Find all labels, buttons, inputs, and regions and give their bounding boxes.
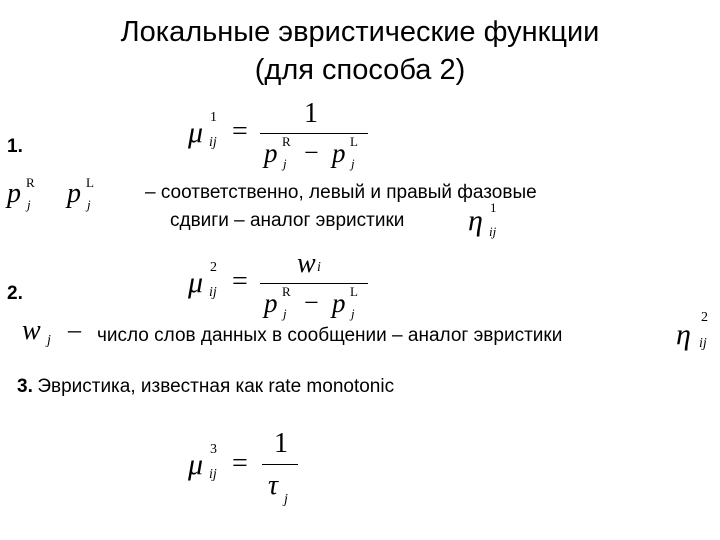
subscript: j [351, 156, 355, 171]
subscript: ij [209, 285, 217, 300]
superscript: 2 [701, 310, 708, 325]
eta-2 [676, 310, 720, 355]
slide-title-line2: (для способа 2) [254, 54, 466, 86]
phase-shift-right: p [264, 288, 278, 318]
formula-mu1 [180, 98, 380, 178]
numerator: w [297, 248, 316, 279]
equals-sign: = [232, 448, 248, 479]
slide-title-line1: Локальные эвристические функции [120, 16, 600, 48]
mu-symbol: μ [188, 266, 204, 299]
subscript: ij [209, 467, 217, 482]
eta-symbol: η [676, 318, 691, 351]
formula-mu3 [180, 428, 320, 518]
formula-mu2 [180, 248, 380, 328]
phase-shift-left: p [67, 178, 81, 209]
numerator: 1 [274, 428, 288, 459]
mu-symbol: μ [188, 116, 204, 149]
subscript: i [317, 260, 321, 275]
superscript: L [350, 134, 358, 149]
phase-shift-left: p [332, 138, 346, 168]
subscript: j [27, 197, 31, 212]
phase-shift-right: p [264, 138, 278, 168]
superscript: L [86, 175, 94, 190]
equals-sign: = [232, 266, 248, 297]
phase-shift-symbols [5, 170, 115, 220]
dash: – [68, 315, 81, 344]
subscript: j [283, 306, 287, 321]
minus-sign: − [304, 288, 319, 317]
w-symbol: w [22, 315, 41, 346]
phase-shift-right: p [7, 178, 21, 209]
subscript: ij [699, 336, 707, 351]
tau-symbol: τ [268, 470, 279, 501]
phase-shift-left: p [332, 288, 346, 318]
superscript: 3 [210, 442, 217, 457]
numerator: 1 [304, 98, 318, 129]
equals-sign: = [232, 116, 248, 147]
item-1-number: 1. [7, 136, 23, 157]
eta-1 [468, 200, 518, 245]
item-1-description-line1: – соответственно, левый и правый фазовые [145, 182, 537, 203]
word-count-symbol [22, 315, 102, 360]
item-2-description: число слов данных в сообщении – аналог эвристики [97, 325, 563, 346]
superscript: R [26, 175, 35, 190]
superscript: L [350, 284, 358, 299]
subscript: j [283, 156, 287, 171]
item-2-number: 2. [7, 283, 23, 304]
item-3-heading-text: Эвристика, известная как rate monotonic [37, 376, 395, 397]
superscript: 1 [210, 110, 217, 125]
item-3-heading [17, 376, 394, 398]
item-3-number: 3. [17, 376, 33, 397]
superscript: 1 [490, 200, 497, 215]
subscript: ij [489, 224, 497, 239]
superscript: R [282, 134, 291, 149]
subscript: j [87, 197, 91, 212]
subscript: j [284, 492, 288, 507]
subscript: j [351, 306, 355, 321]
item-1-description-line2: сдвиги – аналог эвристики [170, 210, 405, 231]
superscript: R [282, 284, 291, 299]
subscript: ij [209, 135, 217, 150]
mu-symbol: μ [188, 448, 204, 481]
fraction-bar [262, 464, 298, 465]
minus-sign: − [304, 138, 319, 167]
subscript: j [47, 333, 51, 348]
eta-symbol: η [468, 204, 483, 237]
superscript: 2 [210, 260, 217, 275]
